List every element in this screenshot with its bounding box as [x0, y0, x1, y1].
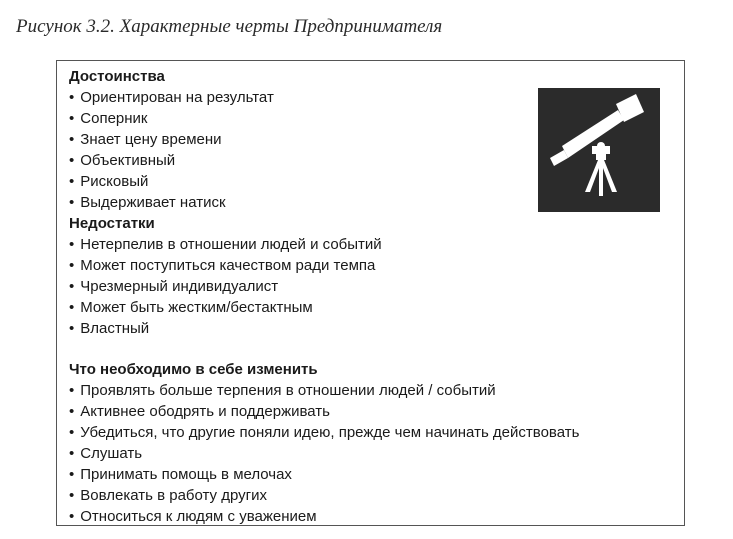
list-item: • Убедиться, что другие поняли идею, прежде чем начинать действовать: [69, 422, 684, 443]
list-item: • Властный: [69, 318, 684, 339]
list-item: • Знает цену времени: [69, 129, 684, 150]
section-spacer: [69, 339, 684, 359]
list-item: • Активнее ободрять и поддерживать: [69, 401, 684, 422]
telescope-icon: [538, 88, 660, 212]
list-item: • Чрезмерный индивидуалист: [69, 276, 684, 297]
list-item: • Рисковый: [69, 171, 684, 192]
section-heading-improvements: Что необходимо в себе изменить: [69, 361, 318, 378]
list-item: • Вовлекать в работу других: [69, 485, 684, 506]
figure-caption: Рисунок 3.2. Характерные черты Предпринимателя: [16, 16, 443, 37]
list-item: • Соперник: [69, 108, 684, 129]
list-item: • Может поступиться качеством ради темпа: [69, 255, 684, 276]
list-item: • Нетерпелив в отношении людей и событий: [69, 234, 684, 255]
list-item: • Выдерживает натиск: [69, 192, 684, 213]
list-item: • Ориентирован на результат: [69, 87, 684, 108]
section-heading-weaknesses: Недостатки: [69, 215, 155, 232]
list-item: • Проявлять больше терпения в отношении людей / событий: [69, 380, 684, 401]
list-item: • Принимать помощь в мелочах: [69, 464, 684, 485]
list-item: • Относиться к людям с уважением: [69, 506, 684, 527]
list-item: • Объективный: [69, 150, 684, 171]
list-item: • Слушать: [69, 443, 684, 464]
section-heading-strengths: Достоинства: [69, 68, 165, 85]
list-item: • Может быть жестким/бестактным: [69, 297, 684, 318]
